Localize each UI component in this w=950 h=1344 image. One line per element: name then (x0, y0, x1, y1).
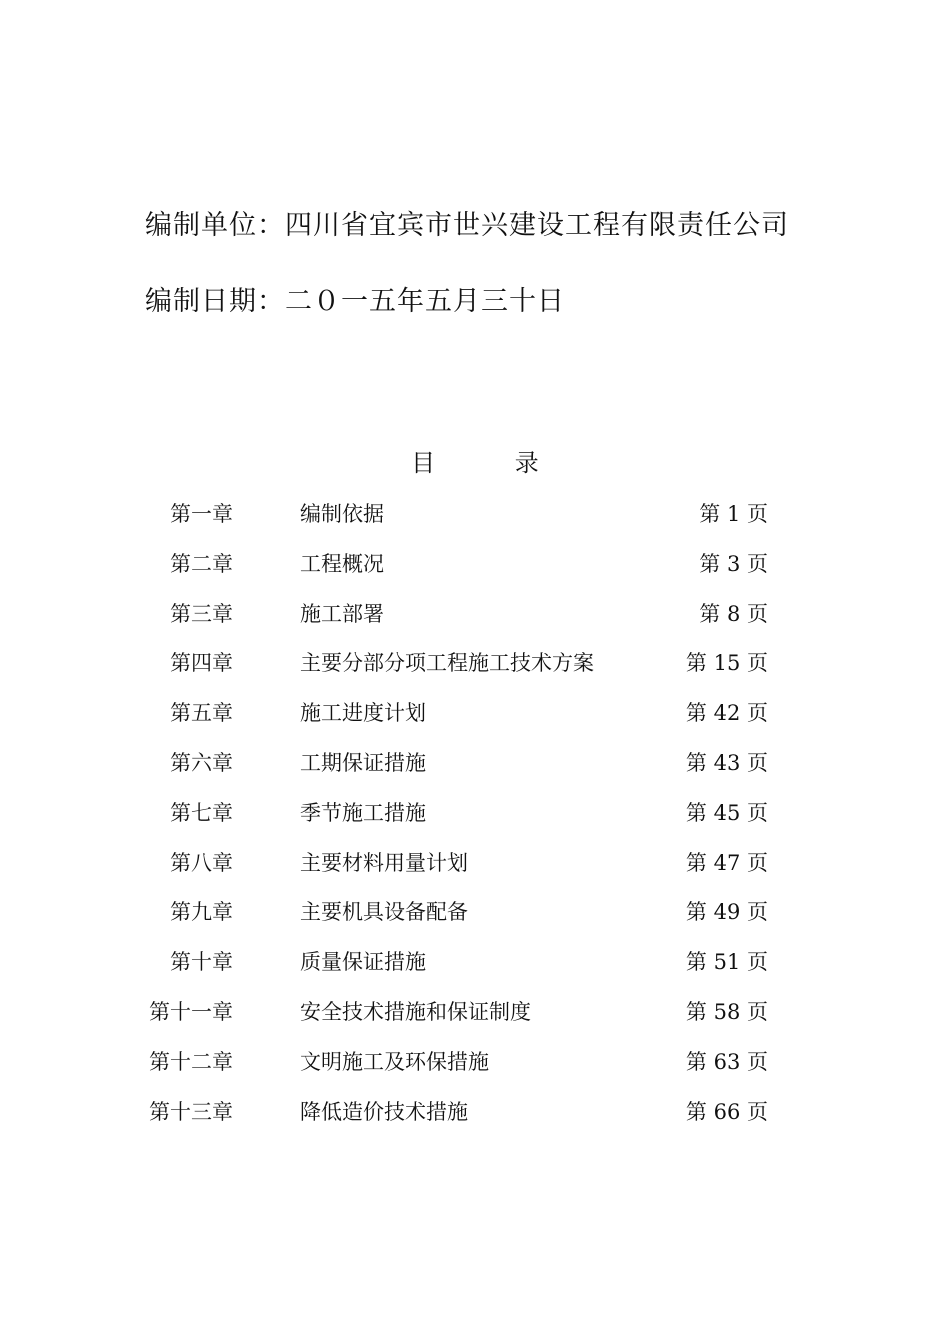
toc-title: 降低造价技术措施 (300, 1099, 468, 1124)
toc-title: 文明施工及环保措施 (300, 1049, 489, 1074)
toc-page: 第 63 页 (685, 1049, 768, 1074)
toc-title: 编制依据 (300, 502, 384, 526)
toc-title: 施工进度计划 (300, 701, 426, 726)
compiling-date-value: 二０一五年五月三十日 (285, 286, 565, 317)
compiling-date-label: 编制日期： (145, 286, 285, 317)
toc-page: 第 8 页 (699, 601, 768, 626)
toc-entry (0, 944, 950, 994)
toc-title: 安全技术措施和保证制度 (300, 999, 531, 1024)
toc-chapter: 第四章 (170, 651, 233, 676)
toc-page: 第 3 页 (699, 551, 768, 576)
toc-title: 质量保证措施 (300, 950, 426, 975)
toc-page: 第 42 页 (685, 701, 768, 726)
compiling-unit-label: 编制单位： (145, 210, 285, 241)
toc-entry (0, 546, 950, 596)
toc-page: 第 43 页 (685, 750, 768, 775)
compiling-unit-value: 四川省宜宾市世兴建设工程有限责任公司 (285, 210, 789, 241)
toc-entry (0, 645, 950, 695)
toc-chapter: 第十二章 (149, 1049, 233, 1074)
table-of-contents (0, 496, 950, 1143)
toc-chapter: 第十一章 (149, 999, 233, 1024)
toc-chapter: 第五章 (170, 701, 233, 726)
toc-title: 季节施工措施 (300, 800, 426, 825)
toc-title: 施工部署 (300, 601, 384, 626)
toc-chapter: 第三章 (170, 601, 233, 626)
toc-page: 第 66 页 (685, 1099, 768, 1124)
toc-entry (0, 596, 950, 646)
toc-title: 主要机具设备配备 (300, 900, 468, 925)
toc-page: 第 58 页 (685, 999, 768, 1024)
compiling-unit-line (145, 212, 789, 239)
toc-chapter: 第一章 (170, 502, 233, 526)
toc-chapter: 第八章 (170, 850, 233, 875)
toc-entry (0, 496, 950, 546)
toc-page: 第 47 页 (685, 850, 768, 875)
toc-title: 工期保证措施 (300, 750, 426, 775)
toc-chapter: 第十三章 (149, 1099, 233, 1124)
toc-chapter: 第二章 (170, 551, 233, 576)
toc-chapter: 第九章 (170, 900, 233, 925)
toc-page: 第 51 页 (685, 950, 768, 975)
toc-title: 主要材料用量计划 (300, 850, 468, 875)
compiling-date-line (145, 288, 565, 315)
toc-title: 工程概况 (300, 551, 384, 576)
toc-title: 主要分部分项工程施工技术方案 (300, 651, 594, 676)
toc-entry (0, 795, 950, 845)
toc-page: 第 15 页 (685, 651, 768, 676)
toc-entry (0, 695, 950, 745)
toc-page: 第 49 页 (685, 900, 768, 925)
toc-entry (0, 1094, 950, 1144)
toc-entry (0, 845, 950, 895)
toc-entry (0, 745, 950, 795)
toc-entry (0, 1044, 950, 1094)
toc-chapter: 第七章 (170, 800, 233, 825)
toc-chapter: 第十章 (170, 950, 233, 975)
toc-chapter: 第六章 (170, 750, 233, 775)
toc-page: 第 45 页 (685, 800, 768, 825)
toc-entry (0, 994, 950, 1044)
toc-heading: 目 录 (411, 449, 575, 477)
toc-page: 第 1 页 (699, 502, 768, 526)
toc-entry (0, 894, 950, 944)
